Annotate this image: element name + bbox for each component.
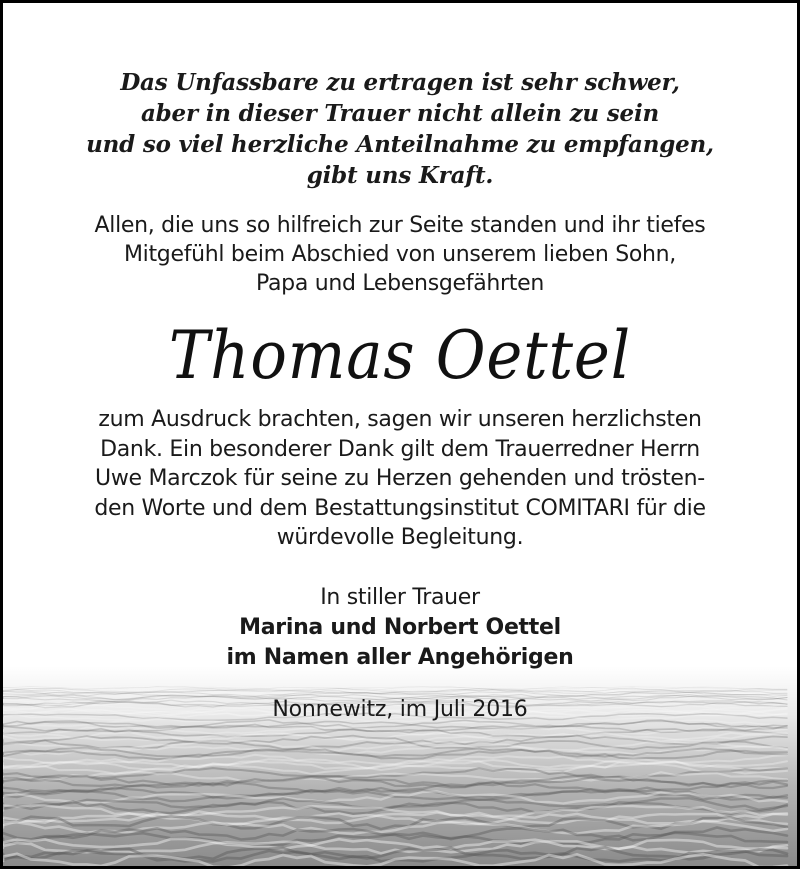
quote-line: Das Unfassbare zu ertragen ist sehr schwer, [120,69,680,96]
quote [3,3,797,191]
thanks-paragraph [3,405,797,553]
signoff-family: Marina und Norbert Oettel [239,614,561,640]
thanks-line: zum Ausdruck brachten, sagen wir unseren herzlichsten [98,407,702,432]
deceased-name: Thomas Oettel [168,317,632,394]
intro-paragraph [3,211,797,298]
quote-line: gibt uns Kraft. [306,162,494,189]
thanks-line: Uwe Marczok für seine zu Herzen gehenden und trösten- [95,466,705,491]
quote-line: und so viel herzliche Anteilnahme zu empfangen, [86,131,714,158]
signoff [3,583,797,673]
intro-line: Papa und Lebensgefährten [256,271,544,296]
quote-line: aber in dieser Trauer nicht allein zu sein [140,100,660,127]
signoff-greeting: In stiller Trauer [320,584,480,610]
signoff-relatives: im Namen aller Angehörigen [226,644,574,670]
intro-line: Allen, die uns so hilfreich zur Seite standen und ihr tiefes [94,213,706,238]
intro-line: Mitgefühl beim Abschied von unserem lieben Sohn, [123,242,677,267]
thanks-line: Dank. Ein besonderer Dank gilt dem Trauerredner Herrn [100,436,700,462]
thanks-line: den Worte und dem Bestattungsinstitut COMITARI für die [94,495,706,521]
thanks-line: würdevolle Begleitung. [276,525,524,550]
place-date: Nonnewitz, im Juli 2016 [272,696,528,722]
